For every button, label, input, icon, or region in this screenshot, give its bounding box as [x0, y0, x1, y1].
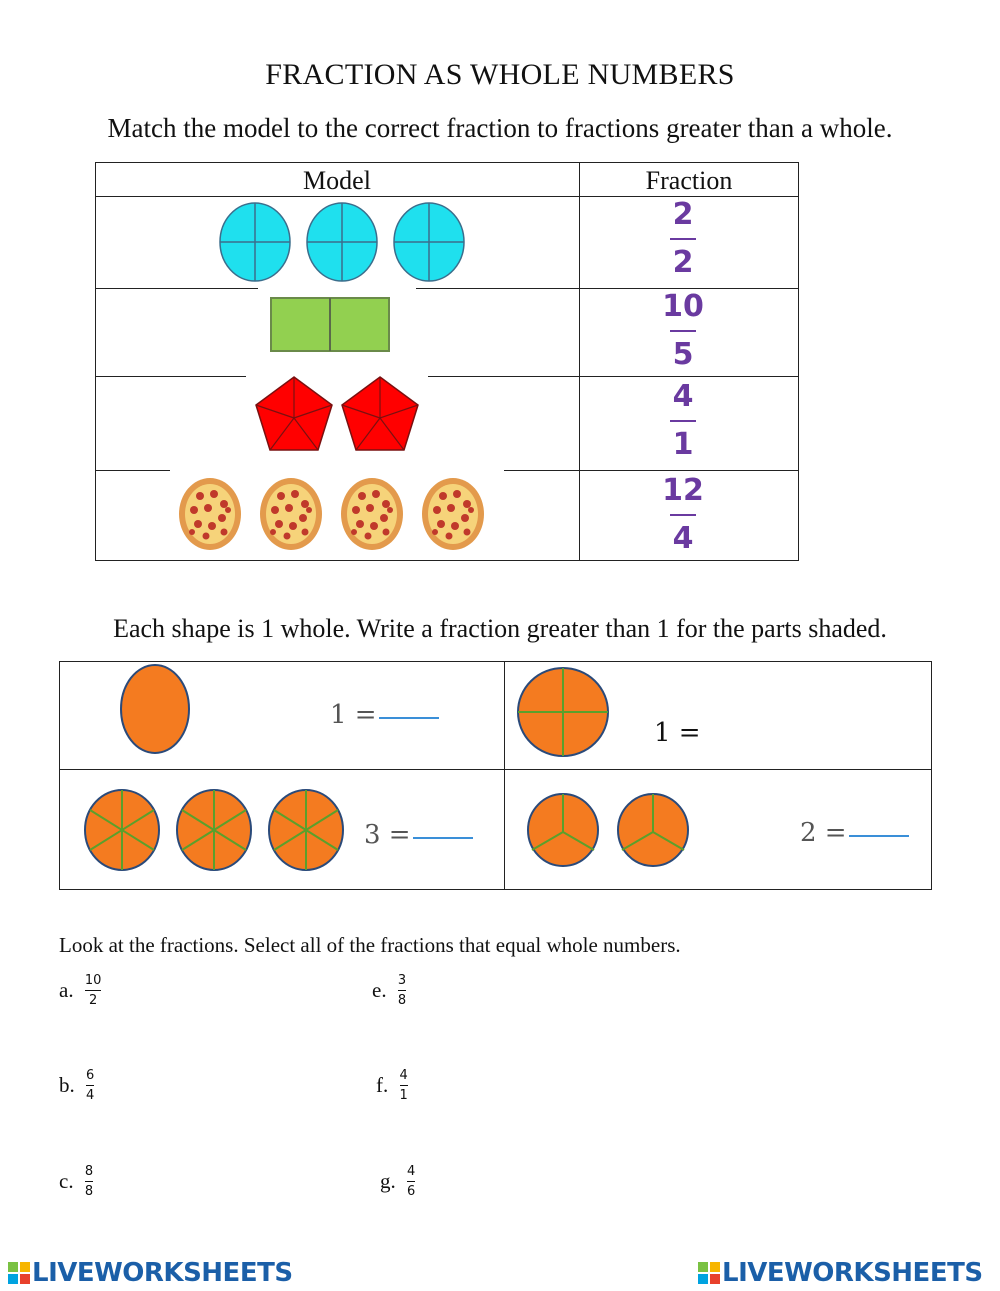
denominator: 4	[86, 1088, 95, 1103]
fraction-option[interactable]	[653, 198, 713, 280]
logo-text: LIVEWORKSHEETS	[722, 1258, 983, 1288]
item-fraction	[407, 1164, 415, 1199]
logo-text: LIVEWORKSHEETS	[32, 1258, 293, 1288]
denominator: 1	[672, 427, 694, 462]
item-label: a.	[59, 978, 74, 1002]
fraction-bar	[670, 330, 696, 332]
table-divider	[504, 661, 505, 890]
select-item-b[interactable]	[59, 1068, 94, 1103]
whole-oval-shape	[117, 662, 193, 756]
answer-blank[interactable]	[413, 833, 473, 839]
table-row-line	[59, 769, 932, 770]
table-divider	[579, 162, 580, 561]
numerator: 4	[407, 1164, 416, 1179]
table-header-line	[95, 196, 799, 197]
equation-cell-1	[330, 700, 439, 730]
numerator: 4	[399, 1068, 408, 1083]
denominator: 2	[88, 993, 98, 1008]
numerator: 10	[84, 973, 102, 988]
numerator: 3	[397, 973, 407, 988]
select-item-f[interactable]	[376, 1068, 408, 1103]
item-fraction	[85, 973, 102, 1008]
item-label: f.	[376, 1073, 389, 1097]
pizza-shape	[341, 478, 403, 550]
denominator: 1	[399, 1088, 408, 1103]
table-row-line	[95, 376, 799, 377]
equation-cell-4	[800, 818, 909, 848]
shaded-instruction: Each shape is 1 whole. Write a fraction greater than 1 for the parts shaded.	[113, 614, 887, 643]
fraction-bar	[670, 420, 696, 422]
page-title: FRACTION AS WHOLE NUMBERS	[265, 58, 735, 91]
equation-text: 3 =	[364, 820, 411, 850]
select-instruction: Look at the fractions. Select all of the fractions that equal whole numbers.	[59, 933, 681, 957]
denominator: 2	[672, 245, 694, 280]
item-label: e.	[372, 978, 387, 1002]
select-item-a[interactable]	[59, 973, 101, 1008]
item-label: g.	[380, 1169, 396, 1193]
fraction-bar	[670, 238, 696, 240]
quartered-orange-circle	[514, 664, 612, 760]
fraction-option[interactable]	[653, 380, 713, 462]
select-item-c[interactable]	[59, 1164, 93, 1199]
item-fraction	[86, 1068, 94, 1103]
denominator: 8	[397, 993, 407, 1008]
fraction-bar	[670, 514, 696, 516]
equation-cell-3	[364, 820, 473, 850]
denominator: 5	[672, 337, 694, 372]
numerator: 10	[662, 289, 704, 324]
pizzas-model[interactable]	[175, 474, 495, 554]
pizza-shape	[422, 478, 484, 550]
liveworksheets-logo-right[interactable]	[698, 1258, 983, 1288]
equation-text: 1 =	[330, 700, 377, 730]
denominator: 6	[407, 1184, 416, 1199]
answer-blank[interactable]	[849, 831, 909, 837]
pizza-shape	[179, 478, 241, 550]
liveworksheets-icon	[698, 1262, 720, 1284]
liveworksheets-icon	[8, 1262, 30, 1284]
item-label: b.	[59, 1073, 75, 1097]
quartered-circles-model[interactable]	[215, 198, 470, 288]
numerator: 2	[672, 197, 694, 232]
select-item-e[interactable]	[372, 973, 406, 1008]
answer-blank[interactable]	[379, 713, 439, 719]
fraction-option[interactable]	[653, 290, 713, 372]
pizza-shape	[260, 478, 322, 550]
select-item-g[interactable]	[380, 1164, 415, 1199]
equation-text: 2 =	[800, 818, 847, 848]
denominator: 8	[84, 1184, 94, 1199]
sixths-orange-circles	[80, 786, 350, 876]
item-fraction	[400, 1068, 408, 1103]
header-model: Model	[303, 166, 371, 195]
equation-cell-2[interactable]: 1 =	[654, 718, 701, 748]
numerator: 6	[86, 1068, 95, 1083]
numerator: 8	[84, 1164, 94, 1179]
liveworksheets-logo-left[interactable]	[8, 1258, 293, 1288]
thirds-orange-circles	[524, 792, 694, 870]
numerator: 4	[672, 379, 694, 414]
header-fraction: Fraction	[645, 166, 733, 195]
denominator: 4	[672, 521, 694, 556]
fraction-option[interactable]	[653, 474, 713, 556]
rectangle-halves-model[interactable]	[269, 296, 393, 354]
numerator: 12	[662, 473, 704, 508]
item-fraction	[398, 973, 406, 1008]
match-instruction: Match the model to the correct fraction to fractions greater than a whole.	[107, 113, 893, 143]
pentagons-model[interactable]	[252, 374, 428, 456]
item-fraction	[85, 1164, 93, 1199]
item-label: c.	[59, 1169, 74, 1193]
